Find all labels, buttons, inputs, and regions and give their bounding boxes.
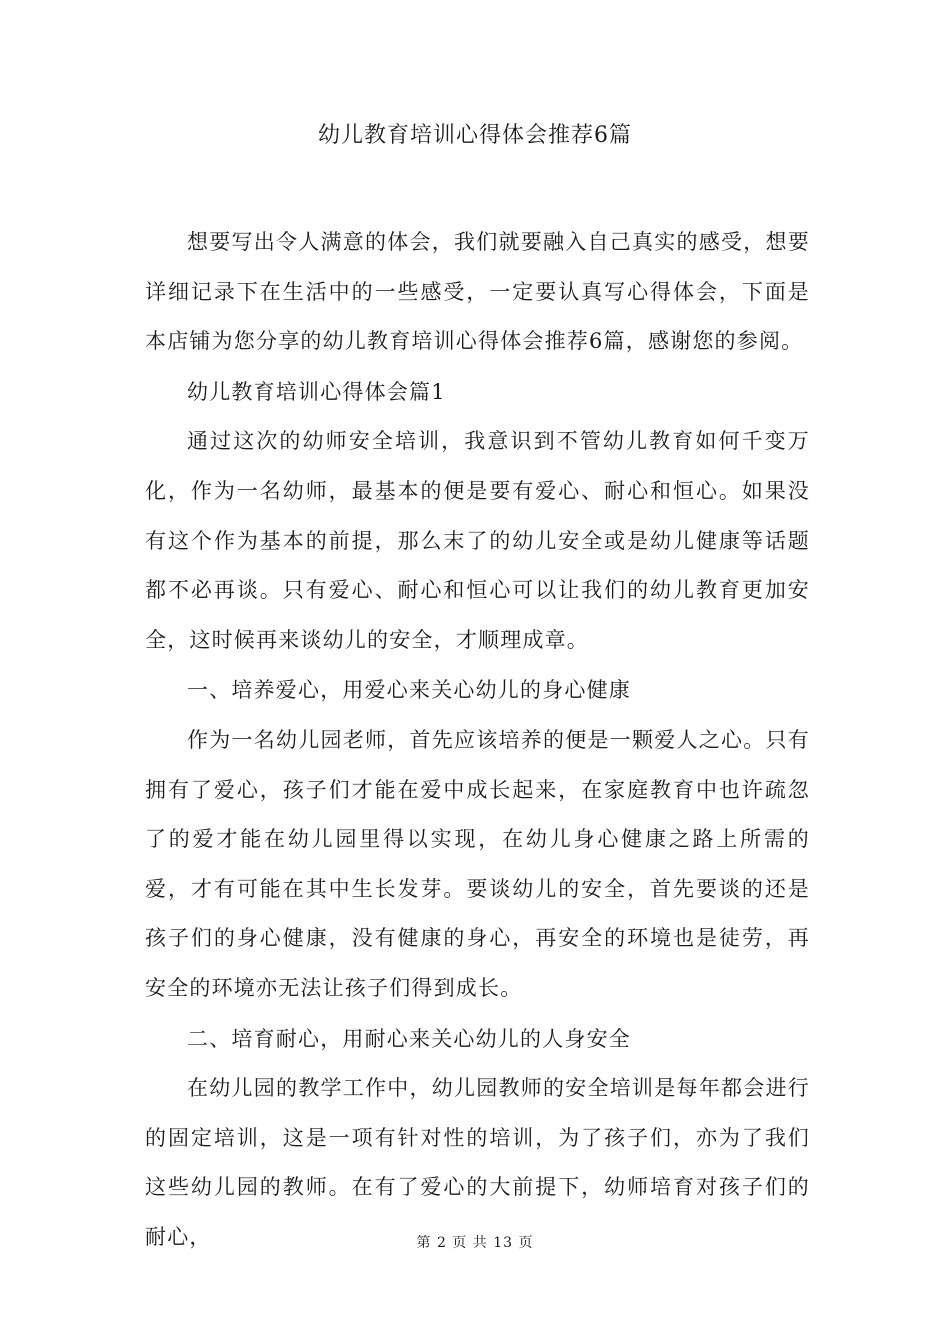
page-footer: 第 2 页 共 13 页 — [416, 1235, 534, 1251]
subheading-patience: 二、培育耐心，用耐心来关心幼儿的人身安全 — [187, 1026, 631, 1051]
paragraph-patience: 在幼儿园的教学工作中，幼儿园教师的安全培训是每年都会进行的固定培训，这是一项有针对性的培训，为了孩子们，亦为了我们这些幼儿园的教师。在有了爱心的大前提下，幼师培育对孩子们的耐心， — [145, 1076, 810, 1249]
subheading-love: 一、培养爱心，用爱心来关心幼儿的身心健康 — [187, 678, 631, 703]
document-body — [145, 218, 810, 1263]
document-title: 幼儿教育培训心得体会推荐6篇 — [318, 123, 632, 148]
paragraph-love: 作为一名幼儿园老师，首先应该培养的便是一颗爱人之心。只有拥有了爱心，孩子们才能在爱中成长起来，在家庭教育中也许疏忽了的爱才能在幼儿园里得以实现，在幼儿身心健康之路上所需的爱，才有可能在其中生长发芽。要谈幼儿的安全，首先要谈的还是孩子们的身心健康，没有健康的身心，再安全的环境也是徒劳，再安全的环境亦无法让孩子们得到成长。 — [145, 727, 810, 1000]
paragraph-intro: 想要写出令人满意的体会，我们就要融入自己真实的感受，想要详细记录下在生活中的一些感受，一定要认真写心得体会，下面是本店铺为您分享的幼儿教育培训心得体会推荐6篇，感谢您的参阅。 — [145, 230, 810, 354]
section-heading-part-1: 幼儿教育培训心得体会篇1 — [187, 379, 446, 404]
paragraph-part-1: 通过这次的幼师安全培训，我意识到不管幼儿教育如何千变万化，作为一名幼师，最基本的便是要有爱心、耐心和恒心。如果没有这个作为基本的前提，那么末了的幼儿安全或是幼儿健康等话题都不必再谈。只有爱心、耐心和恒心可以让我们的幼儿教育更加安全，这时候再来谈幼儿的安全，才顺理成章。 — [145, 429, 810, 652]
